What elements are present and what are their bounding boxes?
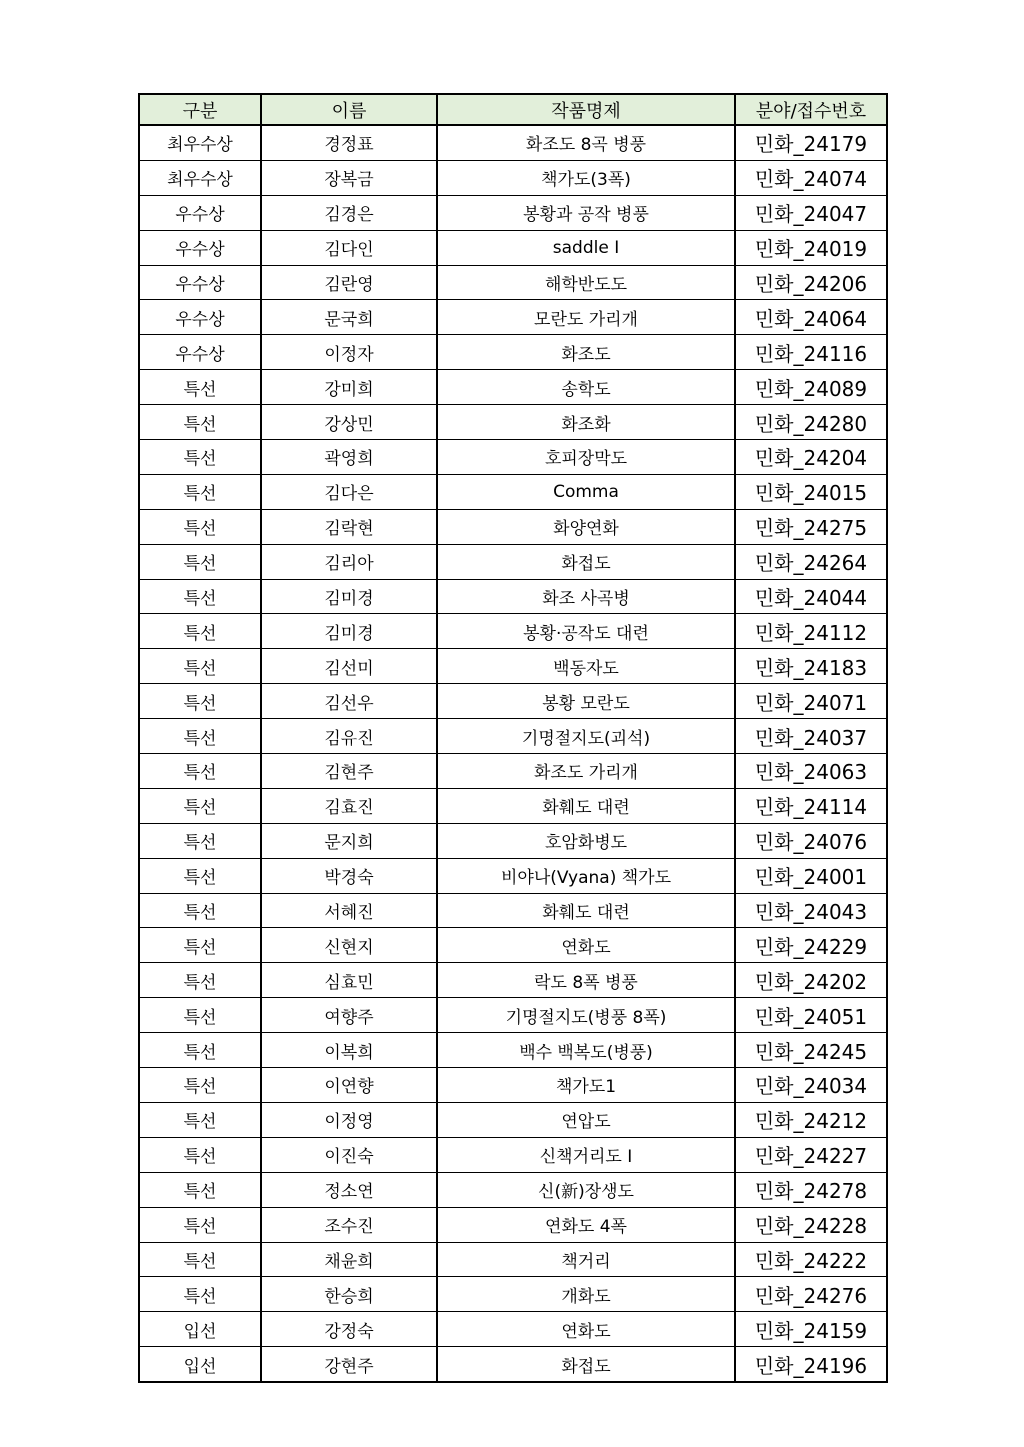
- cell-title: 락도 8폭 병풍: [437, 963, 735, 998]
- cell-category: 특선: [139, 998, 261, 1033]
- cell-name: 한승희: [261, 1277, 437, 1312]
- cell-code: 민화_24229: [735, 928, 887, 963]
- cell-category: 특선: [139, 788, 261, 823]
- cell-category: 우수상: [139, 195, 261, 230]
- cell-category: 우수상: [139, 335, 261, 370]
- cell-category: 특선: [139, 1102, 261, 1137]
- cell-title: 호피장막도: [437, 440, 735, 475]
- cell-category: 특선: [139, 1137, 261, 1172]
- cell-code: 민화_24071: [735, 684, 887, 719]
- cell-title: 화조도 가리개: [437, 754, 735, 789]
- cell-category: 특선: [139, 370, 261, 405]
- cell-name: 이복희: [261, 1033, 437, 1068]
- cell-name: 이정자: [261, 335, 437, 370]
- table-row: [139, 1347, 887, 1382]
- cell-code: 민화_24001: [735, 858, 887, 893]
- cell-title: 기명절지도(병풍 8폭): [437, 998, 735, 1033]
- cell-category: 특선: [139, 614, 261, 649]
- cell-name: 강현주: [261, 1347, 437, 1382]
- cell-name: 김경은: [261, 195, 437, 230]
- table-row: [139, 719, 887, 754]
- table-row: [139, 1137, 887, 1172]
- cell-code: 민화_24222: [735, 1242, 887, 1277]
- cell-name: 김선미: [261, 649, 437, 684]
- cell-name: 강정숙: [261, 1312, 437, 1347]
- cell-code: 민화_24280: [735, 405, 887, 440]
- cell-code: 민화_24179: [735, 125, 887, 160]
- table-row: [139, 893, 887, 928]
- cell-title: 호암화병도: [437, 823, 735, 858]
- cell-title: 화양연화: [437, 509, 735, 544]
- table-row: [139, 858, 887, 893]
- cell-title: 연압도: [437, 1102, 735, 1137]
- cell-category: 최우수상: [139, 160, 261, 195]
- cell-code: 민화_24275: [735, 509, 887, 544]
- cell-title: 개화도: [437, 1277, 735, 1312]
- table-row: [139, 125, 887, 160]
- cell-name: 김락현: [261, 509, 437, 544]
- cell-title: 연화도 4폭: [437, 1207, 735, 1242]
- cell-category: 특선: [139, 1277, 261, 1312]
- cell-name: 경정표: [261, 125, 437, 160]
- cell-category: 특선: [139, 544, 261, 579]
- cell-title: 화접도: [437, 1347, 735, 1382]
- cell-code: 민화_24019: [735, 230, 887, 265]
- cell-name: 이진숙: [261, 1137, 437, 1172]
- cell-title: 백동자도: [437, 649, 735, 684]
- table-row: [139, 1277, 887, 1312]
- cell-name: 곽영희: [261, 440, 437, 475]
- cell-title: 책거리: [437, 1242, 735, 1277]
- table-row: [139, 300, 887, 335]
- cell-title: 연화도: [437, 928, 735, 963]
- table-row: [139, 1207, 887, 1242]
- cell-title: 화훼도 대련: [437, 788, 735, 823]
- cell-code: 민화_24245: [735, 1033, 887, 1068]
- table-row: [139, 998, 887, 1033]
- cell-code: 민화_24089: [735, 370, 887, 405]
- cell-category: 특선: [139, 1242, 261, 1277]
- header-title: 작품명제: [437, 94, 735, 125]
- table-row: [139, 509, 887, 544]
- cell-name: 김현주: [261, 754, 437, 789]
- cell-title: 화조화: [437, 405, 735, 440]
- cell-title: 화훼도 대련: [437, 893, 735, 928]
- table-row: [139, 335, 887, 370]
- cell-code: 민화_24076: [735, 823, 887, 858]
- cell-category: 특선: [139, 649, 261, 684]
- table-row: [139, 440, 887, 475]
- cell-code: 민화_24159: [735, 1312, 887, 1347]
- table-row: [139, 160, 887, 195]
- cell-code: 민화_24015: [735, 474, 887, 509]
- cell-title: 봉황·공작도 대련: [437, 614, 735, 649]
- cell-name: 이정영: [261, 1102, 437, 1137]
- cell-code: 민화_24051: [735, 998, 887, 1033]
- cell-category: 최우수상: [139, 125, 261, 160]
- cell-category: 입선: [139, 1347, 261, 1382]
- cell-name: 김다은: [261, 474, 437, 509]
- cell-code: 민화_24043: [735, 893, 887, 928]
- cell-code: 민화_24276: [735, 1277, 887, 1312]
- cell-name: 김미경: [261, 579, 437, 614]
- table-row: [139, 1102, 887, 1137]
- table-row: [139, 474, 887, 509]
- table-body: [139, 125, 887, 1382]
- cell-code: 민화_24196: [735, 1347, 887, 1382]
- cell-code: 민화_24116: [735, 335, 887, 370]
- cell-code: 민화_24227: [735, 1137, 887, 1172]
- cell-name: 김미경: [261, 614, 437, 649]
- cell-category: 특선: [139, 1033, 261, 1068]
- table-row: [139, 579, 887, 614]
- cell-name: 신현지: [261, 928, 437, 963]
- cell-name: 문지희: [261, 823, 437, 858]
- cell-name: 이연향: [261, 1068, 437, 1103]
- table-row: [139, 963, 887, 998]
- table-row: [139, 928, 887, 963]
- cell-category: 특선: [139, 405, 261, 440]
- table-row: [139, 1033, 887, 1068]
- cell-category: 특선: [139, 440, 261, 475]
- cell-category: 특선: [139, 1068, 261, 1103]
- cell-name: 박경숙: [261, 858, 437, 893]
- cell-title: 연화도: [437, 1312, 735, 1347]
- header-code: 분야/접수번호: [735, 94, 887, 125]
- cell-code: 민화_24202: [735, 963, 887, 998]
- cell-code: 민화_24064: [735, 300, 887, 335]
- cell-category: 특선: [139, 928, 261, 963]
- cell-category: 우수상: [139, 300, 261, 335]
- cell-title: 신(新)장생도: [437, 1172, 735, 1207]
- cell-category: 특선: [139, 858, 261, 893]
- cell-category: 특선: [139, 579, 261, 614]
- cell-category: 특선: [139, 684, 261, 719]
- cell-code: 민화_24206: [735, 265, 887, 300]
- table-row: [139, 823, 887, 858]
- cell-code: 민화_24278: [735, 1172, 887, 1207]
- cell-name: 심효민: [261, 963, 437, 998]
- cell-name: 여향주: [261, 998, 437, 1033]
- cell-code: 민화_24047: [735, 195, 887, 230]
- cell-title: 백수 백복도(병풍): [437, 1033, 735, 1068]
- cell-code: 민화_24044: [735, 579, 887, 614]
- cell-title: 봉황 모란도: [437, 684, 735, 719]
- table-row: [139, 1172, 887, 1207]
- cell-name: 문국희: [261, 300, 437, 335]
- header-category: 구분: [139, 94, 261, 125]
- cell-title: 송학도: [437, 370, 735, 405]
- cell-title: saddle Ⅰ: [437, 230, 735, 265]
- cell-category: 특선: [139, 1207, 261, 1242]
- cell-title: Comma: [437, 474, 735, 509]
- cell-category: 특선: [139, 509, 261, 544]
- cell-title: 화조 사곡병: [437, 579, 735, 614]
- cell-title: 신책거리도 I: [437, 1137, 735, 1172]
- cell-title: 화접도: [437, 544, 735, 579]
- cell-category: 특선: [139, 1172, 261, 1207]
- cell-name: 장복금: [261, 160, 437, 195]
- cell-category: 우수상: [139, 265, 261, 300]
- cell-code: 민화_24074: [735, 160, 887, 195]
- cell-code: 민화_24228: [735, 1207, 887, 1242]
- table-row: [139, 684, 887, 719]
- cell-name: 정소연: [261, 1172, 437, 1207]
- cell-name: 강미희: [261, 370, 437, 405]
- cell-code: 민화_24212: [735, 1102, 887, 1137]
- cell-title: 책가도1: [437, 1068, 735, 1103]
- cell-code: 민화_24112: [735, 614, 887, 649]
- cell-name: 강상민: [261, 405, 437, 440]
- table-row: [139, 370, 887, 405]
- cell-name: 채윤희: [261, 1242, 437, 1277]
- cell-code: 민화_24063: [735, 754, 887, 789]
- table-row: [139, 1242, 887, 1277]
- table-row: [139, 754, 887, 789]
- results-table: [138, 93, 888, 1383]
- cell-code: 민화_24114: [735, 788, 887, 823]
- cell-title: 책가도(3폭): [437, 160, 735, 195]
- cell-code: 민화_24034: [735, 1068, 887, 1103]
- cell-category: 특선: [139, 823, 261, 858]
- header-name: 이름: [261, 94, 437, 125]
- cell-name: 김효진: [261, 788, 437, 823]
- cell-title: 해학반도도: [437, 265, 735, 300]
- cell-name: 조수진: [261, 1207, 437, 1242]
- cell-code: 민화_24183: [735, 649, 887, 684]
- cell-category: 특선: [139, 754, 261, 789]
- cell-title: 비야나(Vyana) 책가도: [437, 858, 735, 893]
- cell-name: 김다인: [261, 230, 437, 265]
- cell-name: 김란영: [261, 265, 437, 300]
- cell-name: 김유진: [261, 719, 437, 754]
- cell-title: 모란도 가리개: [437, 300, 735, 335]
- cell-code: 민화_24204: [735, 440, 887, 475]
- cell-code: 민화_24037: [735, 719, 887, 754]
- table-row: [139, 1068, 887, 1103]
- cell-category: 특선: [139, 474, 261, 509]
- cell-title: 기명절지도(괴석): [437, 719, 735, 754]
- table-row: [139, 788, 887, 823]
- table-row: [139, 1312, 887, 1347]
- header-row: [139, 94, 887, 125]
- cell-name: 김리아: [261, 544, 437, 579]
- cell-title: 화조도: [437, 335, 735, 370]
- table-row: [139, 649, 887, 684]
- cell-title: 봉황과 공작 병풍: [437, 195, 735, 230]
- cell-category: 특선: [139, 893, 261, 928]
- table-row: [139, 544, 887, 579]
- table-header: [139, 94, 887, 125]
- table-row: [139, 230, 887, 265]
- table-row: [139, 195, 887, 230]
- table-row: [139, 405, 887, 440]
- cell-category: 입선: [139, 1312, 261, 1347]
- table-row: [139, 265, 887, 300]
- cell-name: 서혜진: [261, 893, 437, 928]
- cell-category: 우수상: [139, 230, 261, 265]
- cell-code: 민화_24264: [735, 544, 887, 579]
- cell-name: 김선우: [261, 684, 437, 719]
- table-row: [139, 614, 887, 649]
- cell-category: 특선: [139, 963, 261, 998]
- cell-category: 특선: [139, 719, 261, 754]
- cell-title: 화조도 8곡 병풍: [437, 125, 735, 160]
